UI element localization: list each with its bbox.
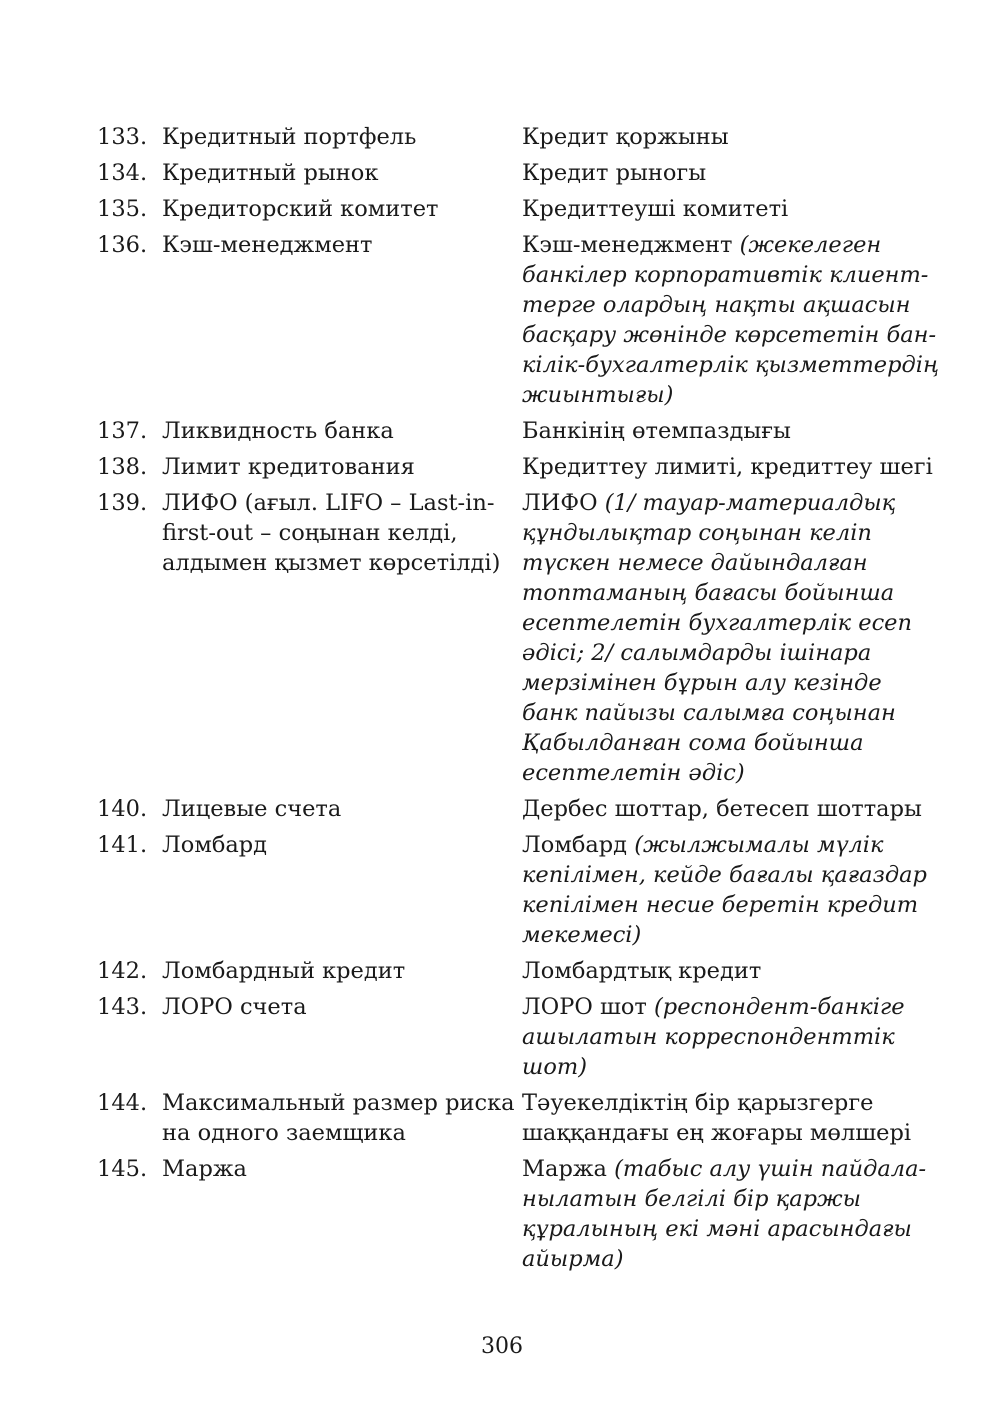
russian-term-line: Кредитный портфель [162, 124, 417, 150]
kazakh-translation-line [522, 890, 927, 920]
russian-term-line: Кредиторский комитет [162, 196, 439, 222]
kazakh-translation-line [522, 608, 927, 638]
russian-term [162, 1088, 522, 1148]
kazakh-translation-line [522, 380, 927, 410]
entry-number: 136. [97, 232, 148, 258]
russian-term-line: Кэш-менеджмент [162, 232, 373, 258]
explanation-text: кепілімен несие беретін кредит [522, 892, 919, 918]
russian-term [162, 158, 522, 188]
explanation-text: (1/ тауар-материалдық [604, 490, 896, 516]
explanation-text: банк пайызы салымға соңынан [522, 700, 896, 726]
kazakh-translation [522, 230, 939, 410]
explanation-text: есептелетін бухгалтерлік есеп [522, 610, 912, 636]
russian-term-line: Ломбард [162, 832, 268, 858]
explanation-text: (жекелеген [739, 232, 882, 258]
explanation-text: (жылжымалы мүлік [634, 832, 884, 858]
russian-term-line: Ликвидность банка [162, 418, 394, 444]
kazakh-translation-line [522, 992, 927, 1022]
russian-term [162, 230, 522, 260]
entry-number: 133. [97, 124, 148, 150]
explanation-text: құндылықтар соңынан келіп [522, 520, 872, 546]
translation-text: ЛОРО шот [522, 994, 655, 1020]
entry-number: 134. [97, 160, 148, 186]
russian-term [162, 488, 522, 578]
glossary-entry [97, 194, 927, 224]
entry-number: 137. [97, 418, 148, 444]
kazakh-translation-line [522, 794, 927, 824]
explanation-text: банкілер корпоративтік клиент- [522, 262, 929, 288]
kazakh-translation-line [522, 260, 927, 290]
kazakh-translation-line [522, 698, 927, 728]
kazakh-translation-line [522, 416, 927, 446]
kazakh-translation [522, 158, 927, 188]
explanation-text: мерзімінен бұрын алу кезінде [522, 670, 882, 696]
explanation-text: кепілімен, кейде бағалы қағаздар [522, 862, 927, 888]
kazakh-translation-line [522, 320, 937, 350]
kazakh-translation [522, 1154, 927, 1274]
glossary-entry [97, 830, 927, 950]
kazakh-translation-line [522, 290, 927, 320]
kazakh-translation [522, 416, 927, 446]
russian-term [162, 956, 522, 986]
explanation-text: жиынтығы) [522, 382, 674, 408]
translation-text: Кредит рыногы [522, 160, 707, 186]
glossary-entry [97, 230, 939, 410]
translation-text: Маржа [522, 1156, 615, 1182]
kazakh-translation-line [522, 578, 927, 608]
page-number: 306 [481, 1334, 523, 1359]
russian-term-line: Маржа [162, 1156, 247, 1182]
glossary-entry [97, 794, 927, 824]
translation-text: Ломбардтық кредит [522, 958, 762, 984]
russian-term-line: Лицевые счета [162, 796, 342, 822]
russian-term-line: Лимит кредитования [162, 454, 415, 480]
russian-term-line: first-out – соңынан келді, [162, 520, 458, 546]
kazakh-translation [522, 992, 927, 1082]
translation-text: Банкінің өтемпаздығы [522, 418, 791, 444]
kazakh-translation-line [522, 1244, 927, 1274]
translation-text: Ломбард [522, 832, 635, 858]
glossary-entry [97, 1088, 927, 1148]
glossary-entry [97, 122, 927, 152]
explanation-text: ашылатын корреспонденттік [522, 1024, 895, 1050]
explanation-text: басқару жөнінде көрсететін бан- [522, 322, 937, 348]
kazakh-translation-line [522, 518, 927, 548]
glossary-entry [97, 1154, 927, 1274]
russian-term-line: Ломбардный кредит [162, 958, 406, 984]
kazakh-translation-line [522, 122, 927, 152]
russian-term [162, 830, 522, 860]
kazakh-translation [522, 194, 927, 224]
kazakh-translation [522, 122, 927, 152]
entry-number: 141. [97, 832, 148, 858]
kazakh-translation-line [522, 1088, 927, 1118]
entry-number: 138. [97, 454, 148, 480]
explanation-text: құралының екі мәні арасындағы [522, 1216, 912, 1242]
kazakh-translation [522, 956, 927, 986]
russian-term [162, 992, 522, 1022]
kazakh-translation-line [522, 194, 927, 224]
russian-term [162, 122, 522, 152]
russian-term-line: Кредитный рынок [162, 160, 379, 186]
explanation-text: кілік-бухгалтерлік қызметтердің [522, 352, 939, 378]
russian-term [162, 194, 522, 224]
glossary-entry [97, 488, 927, 788]
kazakh-translation [522, 830, 927, 950]
kazakh-translation-line [522, 1214, 927, 1244]
kazakh-translation-line [522, 1154, 927, 1184]
translation-text: шаққандағы ең жоғары мөлшері [522, 1120, 912, 1146]
kazakh-translation [522, 1088, 927, 1148]
explanation-text: шот) [522, 1054, 587, 1080]
translation-text: Тәуекелдіктің бір қарызгерге [522, 1090, 874, 1116]
glossary-entry [97, 452, 933, 482]
explanation-text: әдісі; 2/ салымдарды ішінара [522, 640, 872, 666]
entry-number: 140. [97, 796, 148, 822]
entry-number: 139. [97, 490, 148, 516]
russian-term [162, 416, 522, 446]
russian-term [162, 794, 522, 824]
entry-number: 135. [97, 196, 148, 222]
translation-text: Кредиттеуші комитеті [522, 196, 789, 222]
entry-number: 145. [97, 1156, 148, 1182]
russian-term-line: Максимальный размер риска [162, 1090, 515, 1116]
kazakh-translation [522, 794, 927, 824]
entry-number: 144. [97, 1090, 148, 1116]
russian-term [162, 1154, 522, 1184]
kazakh-translation-line [522, 158, 927, 188]
translation-text: ЛИФО [522, 490, 605, 516]
explanation-text: мекемесі) [522, 922, 642, 948]
glossary-entry [97, 956, 927, 986]
kazakh-translation-line [522, 488, 927, 518]
glossary-entry [97, 158, 927, 188]
kazakh-translation-line [522, 452, 933, 482]
kazakh-translation-line [522, 668, 927, 698]
kazakh-translation-line [522, 548, 927, 578]
explanation-text: есептелетін әдіс) [522, 760, 745, 786]
kazakh-translation-line [522, 638, 927, 668]
explanation-text: Қабылданған сома бойынша [522, 730, 864, 756]
kazakh-translation-line [522, 230, 927, 260]
explanation-text: (табыс алу үшін пайдала- [614, 1156, 927, 1182]
entry-number: 143. [97, 994, 148, 1020]
glossary-entries [97, 122, 939, 1280]
russian-term-line: ЛОРО счета [162, 994, 307, 1020]
kazakh-translation-line [522, 1052, 927, 1082]
kazakh-translation-line [522, 920, 927, 950]
kazakh-translation-line [522, 1118, 927, 1148]
glossary-entry [97, 992, 927, 1082]
russian-term [162, 452, 522, 482]
kazakh-translation [522, 452, 933, 482]
kazakh-translation [522, 488, 927, 788]
translation-text: Кэш-менеджмент [522, 232, 740, 258]
explanation-text: топтаманың бағасы бойынша [522, 580, 895, 606]
glossary-entry [97, 416, 927, 446]
kazakh-translation-line [522, 830, 927, 860]
translation-text: Кредиттеу лимиті, кредиттеу шегі [522, 454, 933, 480]
russian-term-line: алдымен қызмет көрсетілді) [162, 550, 501, 576]
explanation-text: нылатын белгілі бір қаржы [522, 1186, 861, 1212]
kazakh-translation-line [522, 728, 927, 758]
kazakh-translation-line [522, 758, 927, 788]
explanation-text: (респондент-банкіге [654, 994, 905, 1020]
translation-text: Кредит қоржыны [522, 124, 729, 150]
entry-number: 142. [97, 958, 148, 984]
kazakh-translation-line [522, 1184, 927, 1214]
russian-term-line: на одного заемщика [162, 1120, 406, 1146]
kazakh-translation-line [522, 350, 939, 380]
explanation-text: терге олардың нақты ақшасын [522, 292, 911, 318]
kazakh-translation-line [522, 956, 927, 986]
explanation-text: түскен немесе дайындалған [522, 550, 868, 576]
translation-text: Дербес шоттар, бетесеп шоттары [522, 796, 922, 822]
explanation-text: айырма) [522, 1246, 624, 1272]
russian-term-line: ЛИФО (ағыл. LIFO – Last-in- [162, 490, 495, 516]
kazakh-translation-line [522, 860, 927, 890]
kazakh-translation-line [522, 1022, 927, 1052]
